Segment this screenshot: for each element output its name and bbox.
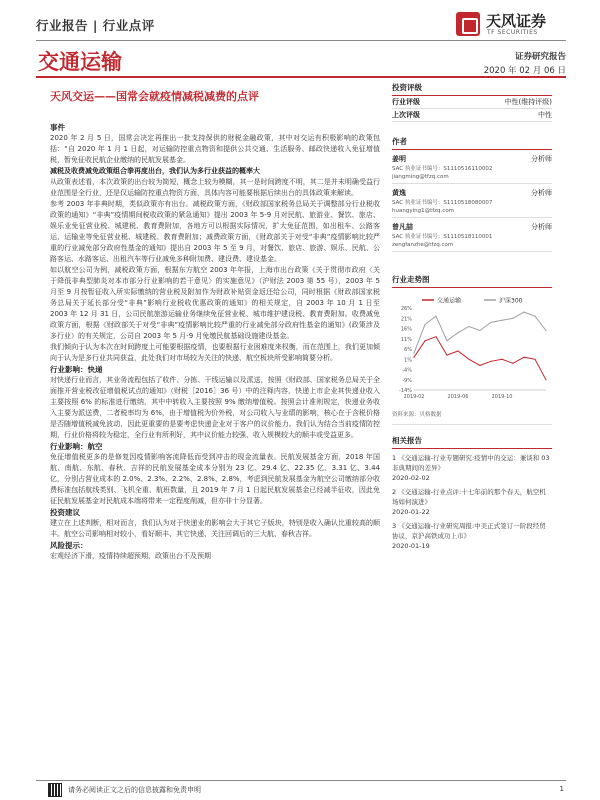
data-point (523, 357, 524, 358)
data-point (435, 336, 436, 337)
analyst-email[interactable]: zengfanzhe@tfzq.com (392, 242, 454, 248)
data-point (534, 359, 535, 360)
data-point (413, 353, 414, 354)
rating-row (392, 109, 552, 122)
sidebar (392, 80, 552, 551)
rating-key: 行业评级 (392, 98, 420, 106)
rating-heading: 投资评级 (392, 82, 552, 96)
related-report[interactable] (392, 521, 552, 551)
analyst-card (392, 188, 552, 218)
section-paragraph: 参考 2003 年非典时期，类似政策亦有出台。减税政策方面，《财政部国家税务总局关于调整部分行业税收政策的通知》“非典”疫情期间税收政策的紧急通知》提出 2003 年 5-9 月对民航、旅游业、餐饮、旅店、娱乐业免征营业税、城建税、教育费附加，各地方可以根据实际情况，扩大免征范围，如出租车、公路客运、运输业等免征营业税、城建税、教育费附加；减费政策方面，《财政部关于对受“非典”疫情影响比较严重的行业减免部分政府性基金的通知》提出自 2003 年 5 至 9 月，对餐饮、旅店、旅游、娱乐、民航、公路客运、水路客运、出租汽车等行业减免多种附加费、建设费、建设基金。 (50, 200, 380, 263)
y-tick-label: -4% (402, 367, 412, 374)
data-point (457, 350, 458, 351)
analyst-sac: SAC 执业证书编号：S1110518110001 (392, 234, 493, 240)
main-content (50, 80, 380, 562)
page-number: 1 (559, 785, 564, 793)
rating-value: 中性(维持评级) (504, 98, 552, 106)
section-title: 行业影响：航空 (50, 442, 103, 451)
author-heading: 作者 (392, 136, 552, 150)
section-paragraph: 我们倾向于认为本次在时间跨度上可能要根据疫情，也要根据行业困难度来权衡，而在范围上，我们更加倾向于认为是多行业共同获益，此处我们对市场较为关注的快递、航空板块所受影响简要分析。 (50, 343, 380, 362)
report-type: 证券研究报告 (514, 52, 566, 62)
x-tick-label: 2019-02 (403, 394, 425, 400)
y-tick-label: 26% (400, 306, 412, 312)
data-point (490, 322, 491, 323)
report-subtitle: 天风交运——国常会就疫情减税减费的点评 (50, 90, 259, 103)
series-line (414, 312, 546, 353)
analyst-email[interactable]: jiangming@tfzq.com (392, 174, 449, 180)
data-point (479, 330, 480, 331)
y-tick-label: 11% (400, 336, 412, 343)
y-tick-label: -14% (399, 388, 412, 394)
logo-name: 天风证券 (486, 12, 547, 30)
related-title[interactable]: 3 《交通运输-行业研究周报:中美正式签订一阶段经贸协议，京沪高铁成功上市》 (392, 522, 546, 540)
data-point (534, 316, 535, 317)
data-point (545, 330, 546, 331)
section-paragraph: 建立在上述判断，相对而言，我们认为对于快递业的影响会大于其它子版块，特别是收入确认比重较高的顺丰。航空公司影响相对较小，看好顺丰、其它快递、关注回调后的三大航、春秋吉祥。 (50, 519, 380, 538)
data-point (501, 359, 502, 360)
data-point (446, 340, 447, 341)
footer-disclaimer: 请务必阅读正文之后的信息披露和免责申明 (68, 786, 201, 794)
analyst-role: 分析师 (531, 223, 552, 231)
chart-source: 资料来源：贝格数据 (392, 412, 442, 418)
analyst-name: 曾凡喆 (392, 223, 413, 231)
divider (36, 40, 566, 41)
rating-value: 中性 (538, 111, 552, 119)
data-point (490, 361, 491, 362)
related-report[interactable] (392, 453, 552, 483)
data-point (512, 318, 513, 319)
section-title: 事件 (50, 123, 65, 132)
trend-heading: 行业走势图 (392, 274, 552, 288)
related-date: 2020-02-02 (392, 474, 430, 482)
analyst-sac: SAC 执业证书编号：S1110516110002 (392, 166, 493, 172)
x-tick-label: 2019-10 (491, 394, 513, 400)
analyst-role: 分析师 (531, 189, 552, 197)
analyst-name: 姜明 (392, 155, 406, 163)
report-category: 行业报告 | 行业点评 (36, 18, 155, 33)
logo-icon (456, 12, 480, 36)
industry-title: 交通运输 (38, 50, 122, 74)
analyst-email[interactable]: huangying1@tfzq.com (392, 208, 455, 214)
trend-chart (392, 294, 552, 425)
data-point (468, 359, 469, 360)
section-title: 行业影响：快递 (50, 365, 103, 374)
analyst-role: 分析师 (531, 155, 552, 163)
analyst-sac: SAC 执业证书编号：S1110518080007 (392, 200, 493, 206)
related-date: 2020-01-22 (392, 508, 430, 516)
x-tick-label: 2019-06 (447, 394, 469, 400)
data-point (424, 324, 425, 325)
sections (50, 122, 380, 562)
analyst-name: 黄逸 (392, 189, 406, 197)
y-tick-label: 16% (400, 326, 412, 333)
y-tick-label: 6% (404, 347, 412, 353)
data-point (457, 332, 458, 333)
data-point (435, 316, 436, 317)
divider-red (36, 76, 566, 78)
related-date: 2020-01-19 (392, 542, 430, 550)
section-paragraph: 2020 年 2 月 5 日，国常会决定再推出一批支持保供的财税金融政策，其中对交运有积极影响的政策包括：“自 2020 年 1 月 1 日起，对运输防控重点物资和提供公共交通、生活服务、邮政快递收入免征增值税，暂免征收民航企业缴纳的民航发展基金。 (50, 134, 380, 164)
qr-code-icon (48, 783, 62, 797)
analyst-card (392, 222, 552, 252)
trend-chart-svg (392, 294, 552, 404)
data-point (446, 355, 447, 356)
related-heading: 相关报告 (392, 435, 552, 449)
section-highlight: 减税及收费减免政策组合拳再度出台，我们认为多行业获益的概率大 (50, 167, 260, 175)
data-point (523, 312, 524, 313)
data-point (424, 340, 425, 341)
data-point (545, 379, 546, 380)
section-paragraph: 如以航空公司为例，减税政策方面，根据东方航空 2003 年年报，上海市出台政策《关于贯彻市政府〈关于降低非典型肺炎对本市部分行业影响的若干意见〉的实施意见》（沪财法 2003 第 55 号），2003 年 5 月至 9 月按暂征收入所实际缴纳的营业税及附加作为财政补贴资金返还给公司，同时根据《财政部国家税务总局关于延长部分受“非典”影响行业税收优惠政策的通知》的相关规定，自 2003 年 10 月 1 日至 2003 年 12 月 31 日，公司民航旅游运输业务继续免征营业税、城市维护建设税、教育费附加。收费减免政策方面，根据《财政部关于对受“非典”疫情影响比较严重的行业减免部分政府性基金的通知》(政策涉及多行业）的有关规定，公司自 2003 年 5 月-9 月免缴民航基础设施建设基金。 (50, 266, 380, 340)
y-tick-label: 1% (404, 357, 412, 364)
y-tick-label: 21% (400, 316, 412, 323)
y-tick-label: -9% (402, 377, 412, 384)
related-report[interactable] (392, 487, 552, 517)
data-point (468, 326, 469, 327)
company-logo (456, 8, 566, 42)
data-point (501, 320, 502, 321)
data-point (512, 363, 513, 364)
footer-divider (36, 780, 566, 781)
section-title: 风险提示： (50, 541, 88, 550)
legend-label: 沪深300 (499, 297, 523, 305)
related-title[interactable]: 1 《交通运输-行业专题研究:疫情中的交运：兼谈和 03 非典期间的差异》 (392, 454, 550, 472)
series-line (414, 337, 546, 380)
section-title: 投资建议 (50, 508, 80, 517)
analyst-card (392, 154, 552, 184)
section-paragraph: 对快递行业而言，其业务流程包括了收件、分拣、干线运输以及派送，按照《财政部、国家税务总局关于全面推开营业税改征增值税试点的通知》（财税［2016］36 号）中的注释内容，快递上市企业其快递业收入主要按照 6% 的标准进行缴纳，其中中转收入主要按照 9% 缴纳增值税。按照会计准则规定，快递业务收入主要为派送费，二者税率均为 6%，由于增值税为价外税，对公司收入与业绩的影响，核心在于含税价格是否随增值税减免波动，因此更重要的是要考虑快递企业对于客户的议价能力。我们认为结合当前疫情防控期，行业价格将较为稳定，全行业有所利好，其中议价能力较强、收入规模较大的顺丰或受益更多。 (50, 376, 380, 439)
section-paragraph: 免征增值税更多的是修复因疫情影响客流降低而受到冲击的现金流量表。民航发展基金方面，2018 年国航、南航、东航、春秋、吉祥的民航发展基金成本分别为 23 亿、29.4 亿、22.35 亿、3.31 亿、3.44 亿，分别占营业成本的 2.0%、2.3%、2.2%、2.8%、2.8%，考虑到民航发展基金为航空公司缴纳部分收费标准包括航线类别、飞机全重、航班数量，且 2019 年 7 月 1 日起民航发展基金已经减半征收，因此免征民航发展基金对民航成本端将带来一定程度削减，但亦非十分显著。 (50, 453, 380, 505)
section-paragraph: 宏观经济下滑，疫情持续超预期，政策出台不及预期 (50, 552, 211, 560)
report-header (36, 12, 566, 38)
related-title[interactable]: 2 《交通运输-行业点评:十七年前的那个春天，航空机场如何演进》 (392, 488, 546, 506)
legend-label: 交通运输 (437, 297, 462, 305)
data-point (413, 357, 414, 358)
logo-subname: TF SECURITIES (487, 29, 538, 36)
report-date: 2020 年 02 月 06 日 (483, 66, 566, 76)
rating-key: 上次评级 (392, 111, 420, 119)
rating-row (392, 96, 552, 109)
data-point (479, 365, 480, 366)
section-paragraph: 从政策表述看，本次政策的出台较为简短，概念上较为模糊，其一是时间跨度不明，其二是并未明确受益行业范围是全行业，还是仅运输防控重点物资方面，具体内容可能要根据后续出台的具体政策来解读。 (50, 178, 380, 197)
